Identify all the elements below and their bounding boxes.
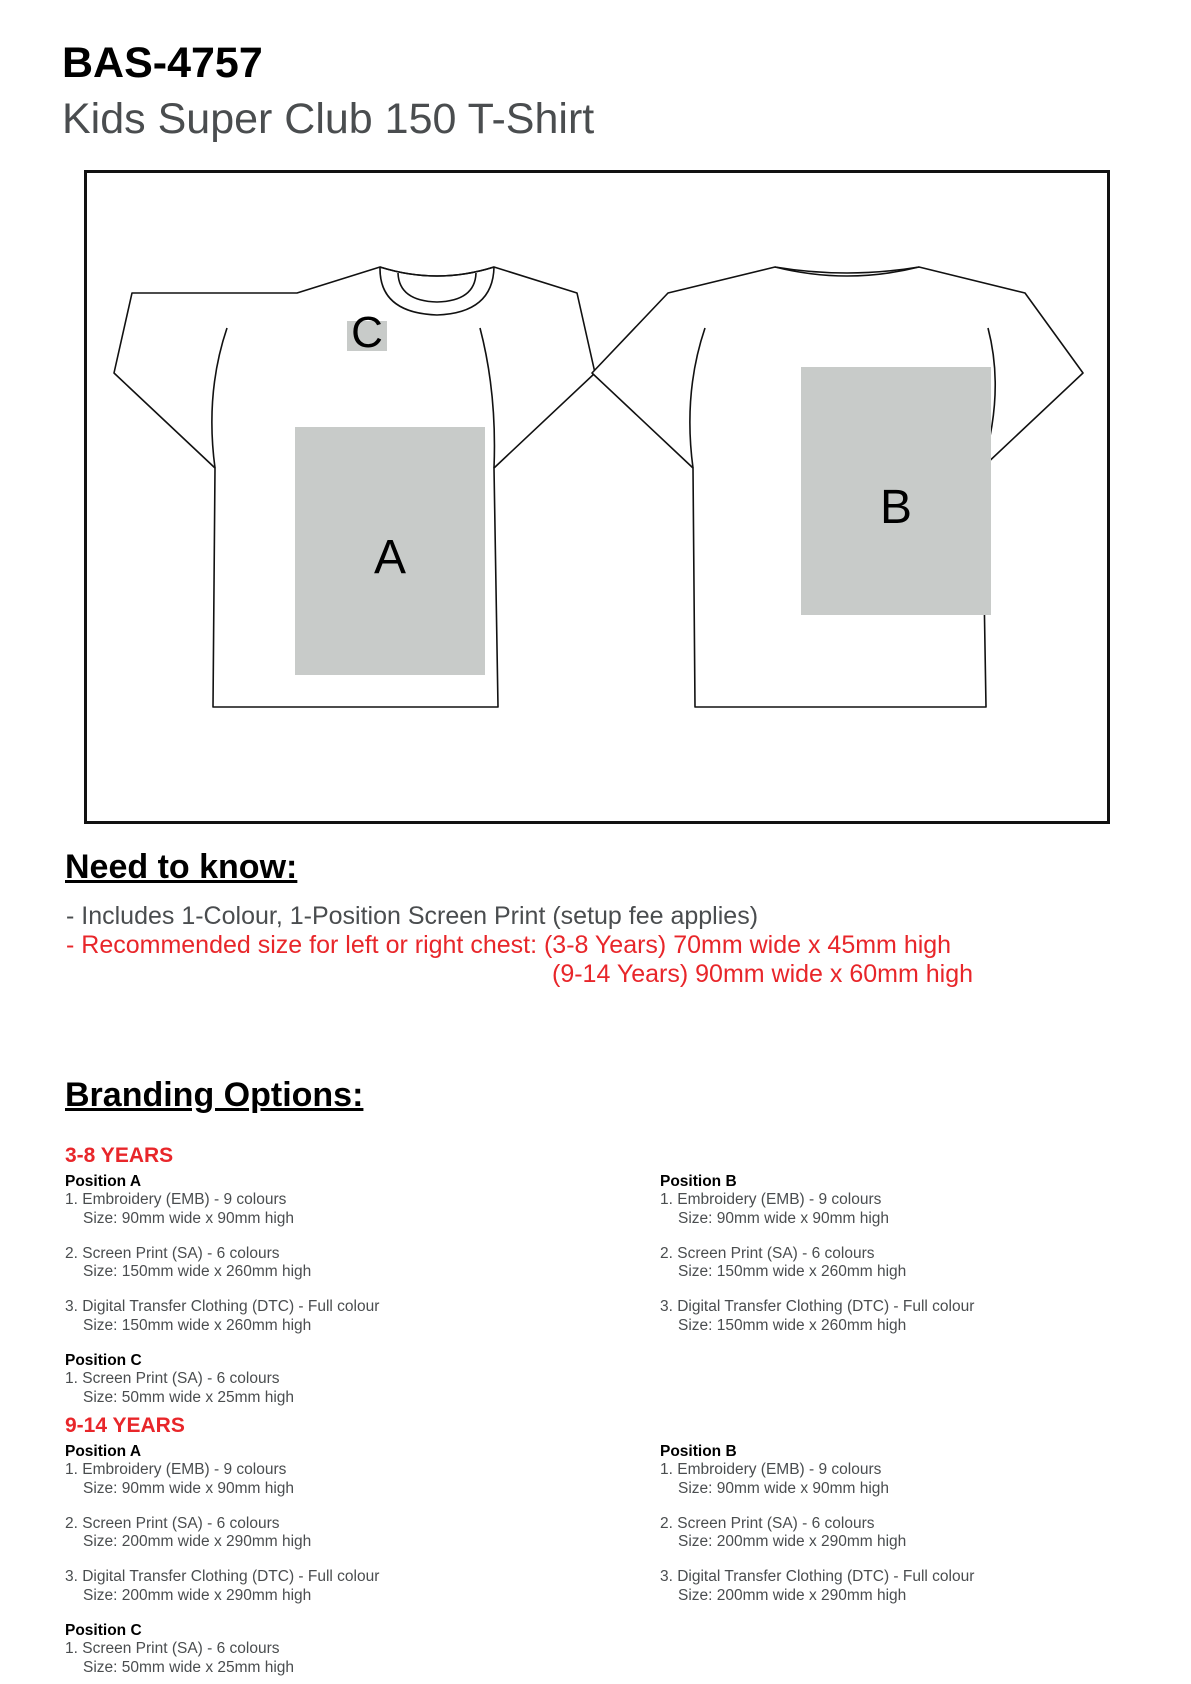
group2-position-b: [660, 1443, 974, 1605]
option-size: Size: 90mm wide x 90mm high: [678, 1479, 890, 1497]
option-size: Size: 50mm wide x 25mm high: [83, 1658, 295, 1676]
option-size: Size: 150mm wide x 260mm high: [678, 1263, 907, 1281]
note-line-2: - Recommended size for left or right chest: (3-8 Years) 70mm wide x 45mm high: [66, 931, 952, 959]
option-item: 1. Screen Print (SA) - 6 colours: [65, 1640, 280, 1658]
branding-options-heading: Branding Options:: [65, 1076, 364, 1114]
note-line-3: (9-14 Years) 90mm wide x 60mm high: [552, 960, 974, 988]
option-size: Size: 200mm wide x 290mm high: [83, 1533, 312, 1551]
position-title: Position C: [65, 1622, 142, 1639]
option-item: 1. Embroidery (EMB) - 9 colours: [660, 1191, 882, 1209]
position-title: Position B: [660, 1443, 737, 1460]
option-item: 1. Embroidery (EMB) - 9 colours: [65, 1461, 287, 1479]
option-size: Size: 200mm wide x 290mm high: [678, 1586, 907, 1604]
option-size: Size: 200mm wide x 290mm high: [83, 1586, 312, 1604]
option-item: 1. Screen Print (SA) - 6 colours: [65, 1370, 280, 1388]
option-size: Size: 200mm wide x 290mm high: [678, 1533, 907, 1551]
label-a: A: [373, 531, 407, 584]
age-group-3-8: 3-8 YEARS: [65, 1144, 174, 1167]
option-size: Size: 150mm wide x 260mm high: [83, 1316, 312, 1334]
position-title: Position A: [65, 1443, 142, 1460]
option-item: 3. Digital Transfer Clothing (DTC) - Full colour: [65, 1568, 380, 1586]
product-title: Kids Super Club 150 T-Shirt: [62, 95, 595, 143]
label-b: B: [879, 481, 913, 534]
option-item: 2. Screen Print (SA) - 6 colours: [660, 1514, 875, 1532]
option-item: 3. Digital Transfer Clothing (DTC) - Full colour: [660, 1298, 975, 1316]
position-title: Position B: [660, 1173, 737, 1190]
need-to-know-heading: Need to know:: [65, 848, 298, 886]
position-title: Position A: [65, 1173, 142, 1190]
option-item: 2. Screen Print (SA) - 6 colours: [660, 1244, 875, 1262]
option-item: 1. Embroidery (EMB) - 9 colours: [65, 1191, 287, 1209]
tshirt-drawings: [87, 173, 1107, 821]
option-item: 3. Digital Transfer Clothing (DTC) - Full colour: [65, 1298, 380, 1316]
option-item: 2. Screen Print (SA) - 6 colours: [65, 1244, 280, 1262]
group1-position-c: [65, 1352, 294, 1407]
option-item: 1. Embroidery (EMB) - 9 colours: [660, 1461, 882, 1479]
option-size: Size: 90mm wide x 90mm high: [83, 1209, 295, 1227]
need-to-know-notes: [66, 902, 973, 989]
option-size: Size: 150mm wide x 260mm high: [83, 1263, 312, 1281]
product-code: BAS-4757: [62, 39, 263, 87]
option-item: 3. Digital Transfer Clothing (DTC) - Full colour: [660, 1568, 975, 1586]
option-size: Size: 50mm wide x 25mm high: [83, 1388, 295, 1406]
note-line-1: - Includes 1-Colour, 1-Position Screen Print (setup fee applies): [66, 902, 759, 930]
group2-position-c: [65, 1622, 294, 1677]
option-size: Size: 90mm wide x 90mm high: [83, 1479, 295, 1497]
age-group-9-14: 9-14 YEARS: [65, 1414, 185, 1437]
group2-position-a: [65, 1443, 379, 1605]
label-c: C: [351, 308, 383, 357]
option-size: Size: 90mm wide x 90mm high: [678, 1209, 890, 1227]
group1-position-a: [65, 1173, 379, 1335]
option-size: Size: 150mm wide x 260mm high: [678, 1316, 907, 1334]
group1-position-b: [660, 1173, 974, 1335]
position-title: Position C: [65, 1352, 142, 1369]
option-item: 2. Screen Print (SA) - 6 colours: [65, 1514, 280, 1532]
garment-diagram: [84, 170, 1110, 824]
